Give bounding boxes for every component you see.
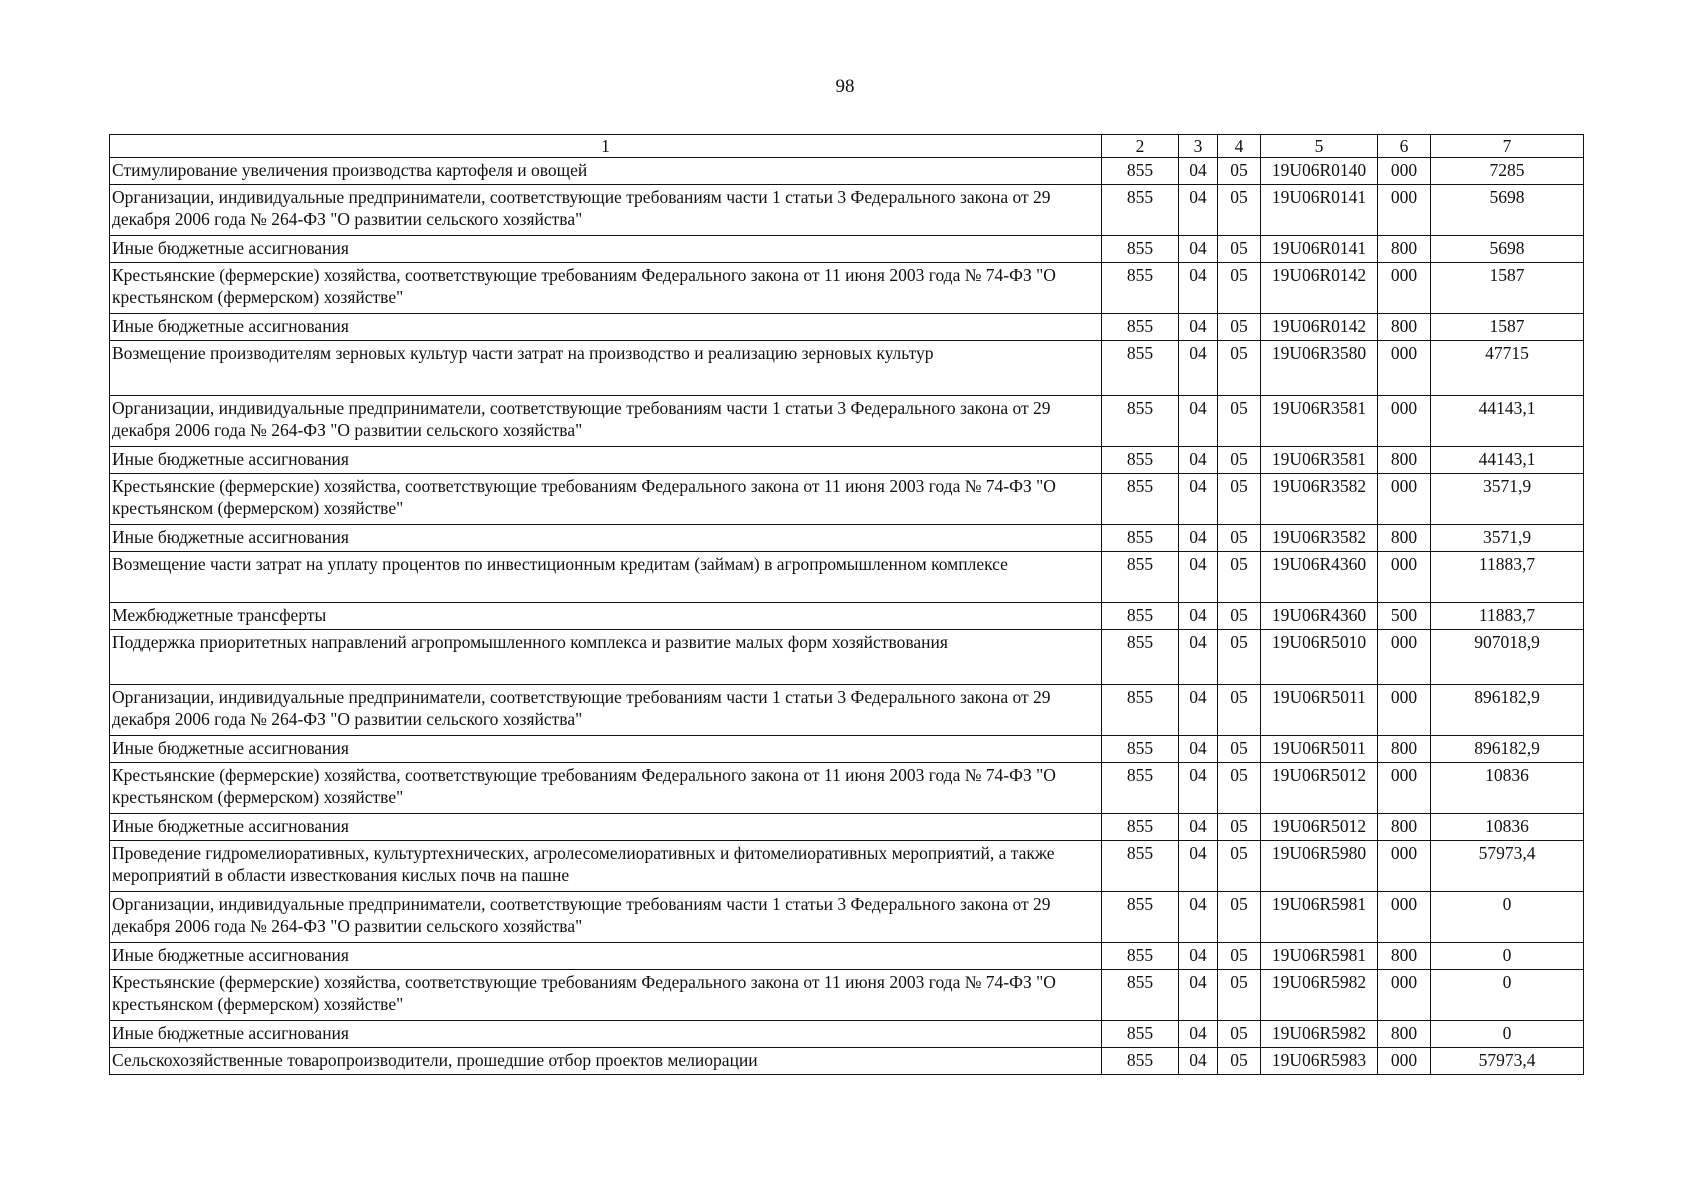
target-article-cell: 19U06R5981 bbox=[1261, 943, 1378, 970]
row-name-cell: Крестьянские (фермерские) хозяйства, соответствующие требованиям Федерального закона от 11 июня 2003 года № 74-ФЗ "О крестьянском (фермерском) хозяйстве" bbox=[110, 970, 1102, 1021]
expense-type-cell: 800 bbox=[1378, 314, 1431, 341]
section-code-cell: 04 bbox=[1179, 236, 1218, 263]
section-code-cell: 04 bbox=[1179, 396, 1218, 447]
column-header: 5 bbox=[1261, 135, 1378, 158]
section-code-cell: 04 bbox=[1179, 185, 1218, 236]
target-article-cell: 19U06R3582 bbox=[1261, 474, 1378, 525]
ministry-code-cell: 855 bbox=[1102, 603, 1179, 630]
section-code-cell: 04 bbox=[1179, 970, 1218, 1021]
section-code-cell: 04 bbox=[1179, 630, 1218, 685]
ministry-code-cell: 855 bbox=[1102, 263, 1179, 314]
table-row bbox=[110, 314, 1584, 341]
ministry-code-cell: 855 bbox=[1102, 552, 1179, 603]
ministry-code-cell: 855 bbox=[1102, 1021, 1179, 1048]
row-name-cell: Организации, индивидуальные предприниматели, соответствующие требованиям части 1 статьи 3 Федерального закона от 29 декабря 2006 года № 264-ФЗ "О развитии сельского хозяйства" bbox=[110, 892, 1102, 943]
section-code-cell: 04 bbox=[1179, 525, 1218, 552]
subsection-code-cell: 05 bbox=[1218, 341, 1261, 396]
section-code-cell: 04 bbox=[1179, 1048, 1218, 1075]
expense-type-cell: 000 bbox=[1378, 892, 1431, 943]
table-row bbox=[110, 892, 1584, 943]
row-name-cell: Иные бюджетные ассигнования bbox=[110, 447, 1102, 474]
subsection-code-cell: 05 bbox=[1218, 447, 1261, 474]
amount-cell: 3571,9 bbox=[1431, 525, 1584, 552]
row-name-cell: Иные бюджетные ассигнования bbox=[110, 314, 1102, 341]
table-row bbox=[110, 447, 1584, 474]
ministry-code-cell: 855 bbox=[1102, 185, 1179, 236]
section-code-cell: 04 bbox=[1179, 314, 1218, 341]
row-name-cell: Сельскохозяйственные товаропроизводители, прошедшие отбор проектов мелиорации bbox=[110, 1048, 1102, 1075]
expense-type-cell: 000 bbox=[1378, 763, 1431, 814]
expense-type-cell: 000 bbox=[1378, 396, 1431, 447]
row-name-cell: Крестьянские (фермерские) хозяйства, соответствующие требованиям Федерального закона от 11 июня 2003 года № 74-ФЗ "О крестьянском (фермерском) хозяйстве" bbox=[110, 263, 1102, 314]
amount-cell: 7285 bbox=[1431, 158, 1584, 185]
expense-type-cell: 000 bbox=[1378, 970, 1431, 1021]
ministry-code-cell: 855 bbox=[1102, 685, 1179, 736]
ministry-code-cell: 855 bbox=[1102, 341, 1179, 396]
table-row bbox=[110, 970, 1584, 1021]
expense-type-cell: 800 bbox=[1378, 447, 1431, 474]
table-row bbox=[110, 814, 1584, 841]
expense-type-cell: 800 bbox=[1378, 736, 1431, 763]
target-article-cell: 19U06R5983 bbox=[1261, 1048, 1378, 1075]
subsection-code-cell: 05 bbox=[1218, 1048, 1261, 1075]
target-article-cell: 19U06R0142 bbox=[1261, 263, 1378, 314]
subsection-code-cell: 05 bbox=[1218, 158, 1261, 185]
table-row bbox=[110, 1021, 1584, 1048]
expense-type-cell: 500 bbox=[1378, 603, 1431, 630]
amount-cell: 57973,4 bbox=[1431, 841, 1584, 892]
amount-cell: 5698 bbox=[1431, 185, 1584, 236]
section-code-cell: 04 bbox=[1179, 685, 1218, 736]
row-name-cell: Организации, индивидуальные предприниматели, соответствующие требованиям части 1 статьи 3 Федерального закона от 29 декабря 2006 года № 264-ФЗ "О развитии сельского хозяйства" bbox=[110, 185, 1102, 236]
table-row bbox=[110, 185, 1584, 236]
subsection-code-cell: 05 bbox=[1218, 630, 1261, 685]
column-header: 1 bbox=[110, 135, 1102, 158]
table-row bbox=[110, 236, 1584, 263]
target-article-cell: 19U06R3580 bbox=[1261, 341, 1378, 396]
row-name-cell: Иные бюджетные ассигнования bbox=[110, 236, 1102, 263]
expense-type-cell: 000 bbox=[1378, 158, 1431, 185]
target-article-cell: 19U06R5982 bbox=[1261, 1021, 1378, 1048]
amount-cell: 3571,9 bbox=[1431, 474, 1584, 525]
ministry-code-cell: 855 bbox=[1102, 736, 1179, 763]
target-article-cell: 19U06R4360 bbox=[1261, 603, 1378, 630]
table-row bbox=[110, 1048, 1584, 1075]
ministry-code-cell: 855 bbox=[1102, 396, 1179, 447]
expense-type-cell: 000 bbox=[1378, 630, 1431, 685]
amount-cell: 10836 bbox=[1431, 814, 1584, 841]
subsection-code-cell: 05 bbox=[1218, 474, 1261, 525]
target-article-cell: 19U06R5011 bbox=[1261, 685, 1378, 736]
row-name-cell: Организации, индивидуальные предприниматели, соответствующие требованиям части 1 статьи 3 Федерального закона от 29 декабря 2006 года № 264-ФЗ "О развитии сельского хозяйства" bbox=[110, 396, 1102, 447]
row-name-cell: Межбюджетные трансферты bbox=[110, 603, 1102, 630]
subsection-code-cell: 05 bbox=[1218, 685, 1261, 736]
row-name-cell: Возмещение производителям зерновых культур части затрат на производство и реализацию зерновых культур bbox=[110, 341, 1102, 396]
expense-type-cell: 800 bbox=[1378, 236, 1431, 263]
section-code-cell: 04 bbox=[1179, 474, 1218, 525]
amount-cell: 896182,9 bbox=[1431, 736, 1584, 763]
target-article-cell: 19U06R3581 bbox=[1261, 396, 1378, 447]
table-row bbox=[110, 552, 1584, 603]
amount-cell: 47715 bbox=[1431, 341, 1584, 396]
table-row bbox=[110, 841, 1584, 892]
target-article-cell: 19U06R5981 bbox=[1261, 892, 1378, 943]
ministry-code-cell: 855 bbox=[1102, 841, 1179, 892]
amount-cell: 907018,9 bbox=[1431, 630, 1584, 685]
amount-cell: 0 bbox=[1431, 1021, 1584, 1048]
subsection-code-cell: 05 bbox=[1218, 814, 1261, 841]
amount-cell: 1587 bbox=[1431, 314, 1584, 341]
row-name-cell: Возмещение части затрат на уплату процентов по инвестиционным кредитам (займам) в агропромышленном комплексе bbox=[110, 552, 1102, 603]
subsection-code-cell: 05 bbox=[1218, 185, 1261, 236]
target-article-cell: 19U06R4360 bbox=[1261, 552, 1378, 603]
table-row bbox=[110, 603, 1584, 630]
section-code-cell: 04 bbox=[1179, 814, 1218, 841]
subsection-code-cell: 05 bbox=[1218, 525, 1261, 552]
section-code-cell: 04 bbox=[1179, 447, 1218, 474]
ministry-code-cell: 855 bbox=[1102, 1048, 1179, 1075]
section-code-cell: 04 bbox=[1179, 158, 1218, 185]
subsection-code-cell: 05 bbox=[1218, 603, 1261, 630]
subsection-code-cell: 05 bbox=[1218, 552, 1261, 603]
table-header-row bbox=[110, 135, 1584, 158]
section-code-cell: 04 bbox=[1179, 263, 1218, 314]
table-row bbox=[110, 630, 1584, 685]
column-header: 2 bbox=[1102, 135, 1179, 158]
amount-cell: 0 bbox=[1431, 892, 1584, 943]
table-row bbox=[110, 685, 1584, 736]
table-row bbox=[110, 158, 1584, 185]
row-name-cell: Поддержка приоритетных направлений агропромышленного комплекса и развитие малых форм хозяйствования bbox=[110, 630, 1102, 685]
ministry-code-cell: 855 bbox=[1102, 236, 1179, 263]
subsection-code-cell: 05 bbox=[1218, 841, 1261, 892]
section-code-cell: 04 bbox=[1179, 892, 1218, 943]
row-name-cell: Иные бюджетные ассигнования bbox=[110, 943, 1102, 970]
table-row bbox=[110, 474, 1584, 525]
table-row bbox=[110, 263, 1584, 314]
table-row bbox=[110, 943, 1584, 970]
section-code-cell: 04 bbox=[1179, 736, 1218, 763]
amount-cell: 44143,1 bbox=[1431, 447, 1584, 474]
section-code-cell: 04 bbox=[1179, 841, 1218, 892]
subsection-code-cell: 05 bbox=[1218, 736, 1261, 763]
expense-type-cell: 800 bbox=[1378, 943, 1431, 970]
target-article-cell: 19U06R3581 bbox=[1261, 447, 1378, 474]
expense-type-cell: 000 bbox=[1378, 841, 1431, 892]
target-article-cell: 19U06R5011 bbox=[1261, 736, 1378, 763]
amount-cell: 11883,7 bbox=[1431, 603, 1584, 630]
ministry-code-cell: 855 bbox=[1102, 447, 1179, 474]
subsection-code-cell: 05 bbox=[1218, 892, 1261, 943]
amount-cell: 11883,7 bbox=[1431, 552, 1584, 603]
table-row bbox=[110, 736, 1584, 763]
table-body bbox=[110, 158, 1584, 1075]
amount-cell: 0 bbox=[1431, 970, 1584, 1021]
target-article-cell: 19U06R0140 bbox=[1261, 158, 1378, 185]
expense-type-cell: 000 bbox=[1378, 474, 1431, 525]
expense-type-cell: 000 bbox=[1378, 185, 1431, 236]
column-header: 6 bbox=[1378, 135, 1431, 158]
target-article-cell: 19U06R5010 bbox=[1261, 630, 1378, 685]
subsection-code-cell: 05 bbox=[1218, 396, 1261, 447]
amount-cell: 0 bbox=[1431, 943, 1584, 970]
ministry-code-cell: 855 bbox=[1102, 970, 1179, 1021]
expense-type-cell: 000 bbox=[1378, 1048, 1431, 1075]
row-name-cell: Проведение гидромелиоративных, культуртехнических, агролесомелиоративных и фитомелиоративных мероприятий, а также мероприятий в области известкования кислых почв на пашне bbox=[110, 841, 1102, 892]
expense-type-cell: 000 bbox=[1378, 685, 1431, 736]
section-code-cell: 04 bbox=[1179, 552, 1218, 603]
section-code-cell: 04 bbox=[1179, 1021, 1218, 1048]
row-name-cell: Организации, индивидуальные предприниматели, соответствующие требованиям части 1 статьи 3 Федерального закона от 29 декабря 2006 года № 264-ФЗ "О развитии сельского хозяйства" bbox=[110, 685, 1102, 736]
section-code-cell: 04 bbox=[1179, 341, 1218, 396]
table-row bbox=[110, 341, 1584, 396]
table-row bbox=[110, 525, 1584, 552]
ministry-code-cell: 855 bbox=[1102, 763, 1179, 814]
subsection-code-cell: 05 bbox=[1218, 943, 1261, 970]
section-code-cell: 04 bbox=[1179, 603, 1218, 630]
table-row bbox=[110, 763, 1584, 814]
amount-cell: 1587 bbox=[1431, 263, 1584, 314]
page-number: 98 bbox=[835, 76, 855, 97]
table-row bbox=[110, 396, 1584, 447]
expense-type-cell: 800 bbox=[1378, 814, 1431, 841]
section-code-cell: 04 bbox=[1179, 943, 1218, 970]
target-article-cell: 19U06R5982 bbox=[1261, 970, 1378, 1021]
target-article-cell: 19U06R5012 bbox=[1261, 814, 1378, 841]
column-header: 3 bbox=[1179, 135, 1218, 158]
amount-cell: 57973,4 bbox=[1431, 1048, 1584, 1075]
column-header: 4 bbox=[1218, 135, 1261, 158]
ministry-code-cell: 855 bbox=[1102, 158, 1179, 185]
ministry-code-cell: 855 bbox=[1102, 943, 1179, 970]
target-article-cell: 19U06R0142 bbox=[1261, 314, 1378, 341]
row-name-cell: Стимулирование увеличения производства картофеля и овощей bbox=[110, 158, 1102, 185]
expense-type-cell: 000 bbox=[1378, 341, 1431, 396]
target-article-cell: 19U06R0141 bbox=[1261, 185, 1378, 236]
row-name-cell: Иные бюджетные ассигнования bbox=[110, 736, 1102, 763]
row-name-cell: Крестьянские (фермерские) хозяйства, соответствующие требованиям Федерального закона от 11 июня 2003 года № 74-ФЗ "О крестьянском (фермерском) хозяйстве" bbox=[110, 474, 1102, 525]
ministry-code-cell: 855 bbox=[1102, 474, 1179, 525]
target-article-cell: 19U06R5012 bbox=[1261, 763, 1378, 814]
ministry-code-cell: 855 bbox=[1102, 630, 1179, 685]
budget-table bbox=[109, 134, 1584, 1075]
row-name-cell: Крестьянские (фермерские) хозяйства, соответствующие требованиям Федерального закона от 11 июня 2003 года № 74-ФЗ "О крестьянском (фермерском) хозяйстве" bbox=[110, 763, 1102, 814]
subsection-code-cell: 05 bbox=[1218, 314, 1261, 341]
amount-cell: 44143,1 bbox=[1431, 396, 1584, 447]
ministry-code-cell: 855 bbox=[1102, 892, 1179, 943]
subsection-code-cell: 05 bbox=[1218, 236, 1261, 263]
target-article-cell: 19U06R5980 bbox=[1261, 841, 1378, 892]
section-code-cell: 04 bbox=[1179, 763, 1218, 814]
expense-type-cell: 800 bbox=[1378, 1021, 1431, 1048]
row-name-cell: Иные бюджетные ассигнования bbox=[110, 525, 1102, 552]
subsection-code-cell: 05 bbox=[1218, 263, 1261, 314]
expense-type-cell: 000 bbox=[1378, 263, 1431, 314]
subsection-code-cell: 05 bbox=[1218, 763, 1261, 814]
row-name-cell: Иные бюджетные ассигнования bbox=[110, 814, 1102, 841]
row-name-cell: Иные бюджетные ассигнования bbox=[110, 1021, 1102, 1048]
expense-type-cell: 000 bbox=[1378, 552, 1431, 603]
ministry-code-cell: 855 bbox=[1102, 314, 1179, 341]
subsection-code-cell: 05 bbox=[1218, 1021, 1261, 1048]
target-article-cell: 19U06R3582 bbox=[1261, 525, 1378, 552]
amount-cell: 896182,9 bbox=[1431, 685, 1584, 736]
ministry-code-cell: 855 bbox=[1102, 814, 1179, 841]
target-article-cell: 19U06R0141 bbox=[1261, 236, 1378, 263]
ministry-code-cell: 855 bbox=[1102, 525, 1179, 552]
expense-type-cell: 800 bbox=[1378, 525, 1431, 552]
amount-cell: 10836 bbox=[1431, 763, 1584, 814]
subsection-code-cell: 05 bbox=[1218, 970, 1261, 1021]
amount-cell: 5698 bbox=[1431, 236, 1584, 263]
column-header: 7 bbox=[1431, 135, 1584, 158]
